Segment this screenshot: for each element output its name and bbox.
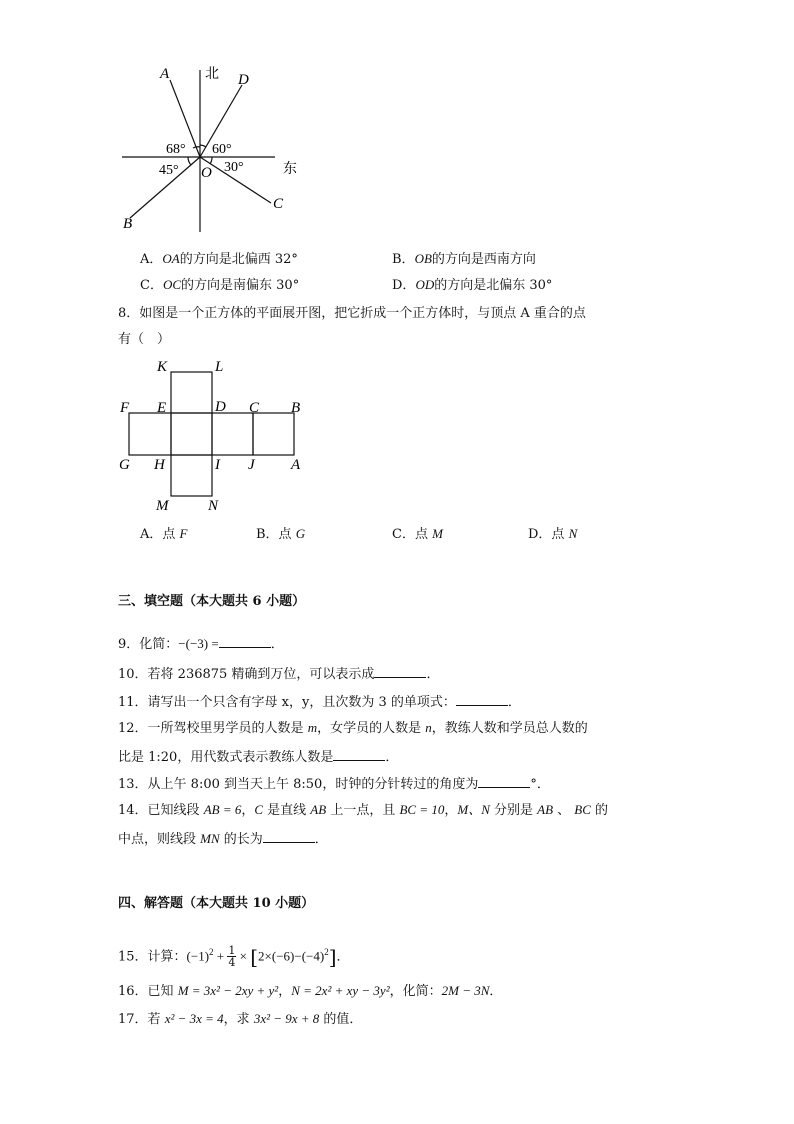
q7-option-d: D．OD的方向是北偏东 30° (392, 277, 553, 293)
q8-option-d: D．点 N (528, 526, 578, 542)
net-label-M: M (156, 498, 169, 514)
q9-blank[interactable] (219, 635, 271, 648)
angle-45: 45° (159, 163, 179, 178)
net-label-F: F (120, 400, 130, 416)
q13-blank[interactable] (478, 775, 530, 788)
q14-blank[interactable] (263, 830, 315, 843)
net-label-G: G (119, 457, 130, 473)
net-label-K: K (157, 359, 168, 375)
q7-option-a: A．OA的方向是北偏西 32° (140, 251, 298, 267)
q8-line1: 8．如图是一个正方体的平面展开图，把它折成一个正方体时，与顶点 A 重合的点 (118, 306, 586, 321)
angle-68: 68° (166, 142, 186, 157)
arc-60 (200, 145, 206, 147)
net-face-bottom (171, 455, 212, 496)
label-O: O (201, 165, 212, 181)
net-label-B: B (291, 400, 301, 416)
q10: 10．若将 236875 精确到万位，可以表示成 ． (118, 667, 440, 682)
label-A: A (160, 66, 170, 82)
net-face-right1 (212, 413, 253, 455)
net-face-left (129, 413, 171, 455)
q12-blank[interactable] (333, 748, 385, 761)
q7-option-b: B．OB的方向是西南方向 (392, 251, 536, 267)
label-C: C (273, 196, 284, 212)
label-D: D (238, 72, 249, 88)
arc-30 (210, 157, 212, 164)
fraction-one-quarter: $\frac{1}{4}$ (228, 944, 236, 970)
q17: 17．若 x² − 3x = 4，求 3x² − 9x + 8 的值． (118, 1011, 363, 1027)
net-label-N: N (208, 498, 219, 514)
label-east: 东 (283, 162, 297, 177)
q7-option-c: C．OC的方向是南偏东 30° (140, 277, 300, 293)
q8-option-c: C．点 M (392, 526, 443, 542)
net-label-J: J (248, 457, 255, 473)
net-label-A: A (291, 457, 301, 473)
q13: 13．从上午 8:00 到当天上午 8:50，时钟的分针转过的角度为 °． (118, 777, 550, 792)
q12-line2: 比是 1:20，用代数式表示教练人数是 ． (118, 750, 399, 765)
net-label-D: D (215, 399, 226, 415)
q11: 11．请写出一个只含有字母 x，y，且次数为 3 的单项式： ． (118, 695, 521, 710)
q10-blank[interactable] (374, 665, 426, 678)
q12-line1: 12．一所驾校里男学员的人数是 m，女学员的人数是 n，教练人数和学员总人数的 (118, 720, 588, 736)
cube-net-figure (0, 352, 794, 522)
net-face-right2 (253, 413, 294, 455)
angle-60: 60° (212, 142, 232, 157)
net-label-L: L (215, 359, 224, 375)
q14-line1: 14．已知线段 AB = 6，C 是直线 AB 上一点，且 BC = 10，M、N 分别是 AB 、 BC 的 (118, 802, 609, 818)
q15: 15．计算：$(-1)^2$ + $\frac{1}{4}$ × $[2\times(-6)-(-4)^2]$． (118, 944, 350, 970)
q8-line2: 有（ ） (118, 332, 171, 347)
q14-line2: 中点，则线段 MN 的长为 ． (118, 831, 328, 847)
q11-blank[interactable] (456, 693, 508, 706)
net-label-I: I (215, 457, 220, 473)
q8-option-a: A．点 F (140, 526, 188, 542)
q8-option-b: B．点 G (256, 526, 306, 542)
net-label-C: C (249, 400, 260, 416)
net-label-E: E (157, 400, 167, 416)
angle-30: 30° (224, 160, 244, 175)
label-north: 北 (205, 67, 219, 82)
net-label-H: H (154, 457, 165, 473)
q9: 9．化简：−(−3) = ． (118, 636, 284, 652)
net-face-top (171, 372, 212, 413)
label-B: B (123, 216, 133, 232)
q16: 16．已知 M = 3x² − 2xy + y²，N = 2x² + xy − 3y²，化简：2M − 3N． (118, 983, 503, 999)
section-4-heading: 四、解答题（本大题共 10 小题） (118, 896, 315, 911)
section-3-heading: 三、填空题（本大题共 6 小题） (118, 594, 306, 609)
net-face-center (171, 413, 212, 455)
arc-45 (188, 157, 191, 165)
